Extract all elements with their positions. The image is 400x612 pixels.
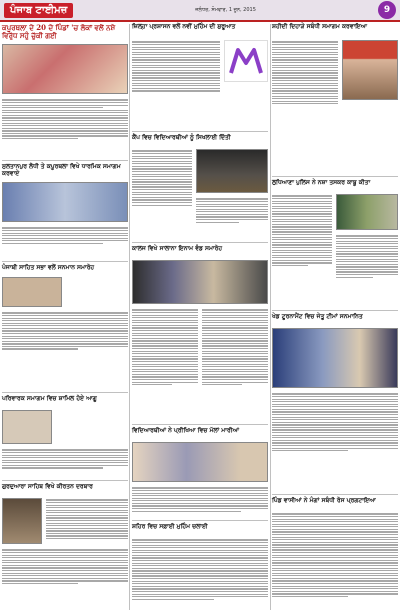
news-photo — [272, 328, 398, 388]
page-number: 9 — [378, 1, 396, 19]
story-c2s4 — [132, 428, 268, 435]
headline: ਪਰਿਵਾਰਕ ਸਮਾਗਮ ਵਿਚ ਸ਼ਾਮਿਲ ਹੋਏ ਆਗੂ — [2, 395, 97, 402]
story-c1s5 — [2, 484, 128, 491]
news-photo — [2, 44, 128, 94]
story-c3s4 — [272, 498, 398, 505]
story-body — [132, 308, 198, 387]
story-body — [272, 512, 398, 598]
news-photo — [336, 194, 398, 230]
story-body — [2, 448, 128, 470]
story-body — [2, 98, 128, 141]
story-body — [132, 538, 268, 601]
story-body — [46, 498, 128, 541]
story-body — [2, 311, 128, 351]
story-c2s1 — [132, 24, 268, 31]
story-c3s2 — [272, 180, 398, 187]
headline: ਸੁਲਤਾਨਪੁਰ ਲੋਧੀ ਤੇ ਕਪੂਰਥਲਾ ਵਿਖੇ ਧਾਰਮਿਕ ਸਮਾਗਮ ਕਰਵਾਏ — [2, 163, 121, 177]
paper-info: ਜਲੰਧਰ, ਸੋਮਵਾਰ, 1 ਜੂਨ, 2015 — [195, 7, 256, 13]
headline: ਪੰਜਾਬੀ ਸਾਹਿਤ ਸਭਾ ਵਲੋਂ ਸਨਮਾਨ ਸਮਾਰੋਹ — [2, 264, 95, 271]
column-left — [2, 24, 128, 610]
news-photo — [132, 442, 268, 482]
story-body — [2, 226, 128, 245]
news-photo — [2, 410, 52, 444]
headline: ਗੁਰਦੁਆਰਾ ਸਾਹਿਬ ਵਿਖੇ ਕੀਰਤਨ ਦਰਬਾਰ — [2, 483, 93, 490]
headline: ਕਾਲਜ ਵਿਖੇ ਸਾਲਾਨਾ ਇਨਾਮ ਵੰਡ ਸਮਾਰੋਹ — [132, 245, 223, 252]
portrait-photo — [342, 40, 398, 100]
headline: ਸ਼ਹਿਰ ਵਿਚ ਸਫ਼ਾਈ ਮੁਹਿੰਮ ਚਲਾਈ — [132, 523, 208, 530]
headline: ਕੈਂਪ ਵਿਚ ਵਿਦਿਆਰਥੀਆਂ ਨੂੰ ਸਿਖਲਾਈ ਦਿੱਤੀ — [132, 134, 231, 141]
headline: ਜ਼ਿਲ੍ਹਾ ਪ੍ਰਸ਼ਾਸਨ ਵਲੋਂ ਨਵੀਂ ਮੁਹਿੰਮ ਦੀ ਸ਼ੁਰੂਆਤ — [132, 23, 236, 30]
headline: ਲੁਧਿਆਣਾ ਪੁਲਿਸ ਨੇ ਨਸ਼ਾ ਤਸਕਰ ਕਾਬੂ ਕੀਤਾ — [272, 179, 371, 186]
story-c2s3 — [132, 246, 268, 253]
story-c2s5 — [132, 524, 268, 531]
story-body — [196, 197, 268, 224]
news-photo — [196, 149, 268, 193]
news-photo — [2, 182, 128, 222]
headline: ਸ਼ਹੀਦੀ ਦਿਹਾੜੇ ਸਬੰਧੀ ਸਮਾਗਮ ਕਰਵਾਇਆ — [272, 23, 367, 30]
headline: ਵਿਦਿਆਰਥੀਆਂ ਨੇ ਪ੍ਰੀਖਿਆ ਵਿਚ ਮੱਲਾਂ ਮਾਰੀਆਂ — [132, 427, 240, 434]
story-body — [2, 548, 128, 585]
story-c1s4 — [2, 396, 128, 403]
column-right — [272, 24, 398, 610]
story-body — [202, 308, 268, 387]
masthead — [0, 0, 400, 22]
story-c1s1 — [2, 24, 128, 40]
story-body — [132, 149, 192, 207]
story-body — [336, 234, 398, 279]
story-body — [132, 40, 220, 93]
headline: ਪਿੰਡ ਵਾਸੀਆਂ ਨੇ ਮੰਗਾਂ ਸਬੰਧੀ ਰੋਸ ਪ੍ਰਗਟਾਇਆ — [272, 497, 376, 504]
story-body — [272, 392, 398, 453]
story-body — [272, 40, 338, 106]
portrait-photo — [2, 498, 42, 544]
story-body — [132, 486, 268, 513]
story-body — [272, 194, 332, 268]
headline: ਖੇਡ ਟੂਰਨਾਮੈਂਟ ਵਿਚ ਜੇਤੂ ਟੀਮਾਂ ਸਨਮਾਨਿਤ — [272, 313, 363, 320]
story-c3s3 — [272, 314, 398, 321]
story-c3s1 — [272, 24, 398, 31]
column-center — [132, 24, 268, 610]
news-photo — [132, 260, 268, 304]
story-c2s2 — [132, 135, 268, 142]
headline: ਕਪੂਰਥਲਾ ਦੇ 20 ਦੇ ਪਿੰਡਾਂ 'ਚ ਲੋਕਾਂ ਵਲੋਂ ਨਸ਼ੇ ਵਿਰੁੱਧ ਸਹੁੰ ਚੁੱਕੀ ਗਈ — [2, 23, 116, 41]
news-photo — [2, 277, 62, 307]
story-c1s3 — [2, 265, 128, 272]
section-title: ਪੰਜਾਬ ਟਾਈਮਜ਼ — [4, 3, 73, 18]
story-c1s2 — [2, 164, 128, 178]
logo-image — [224, 40, 268, 82]
